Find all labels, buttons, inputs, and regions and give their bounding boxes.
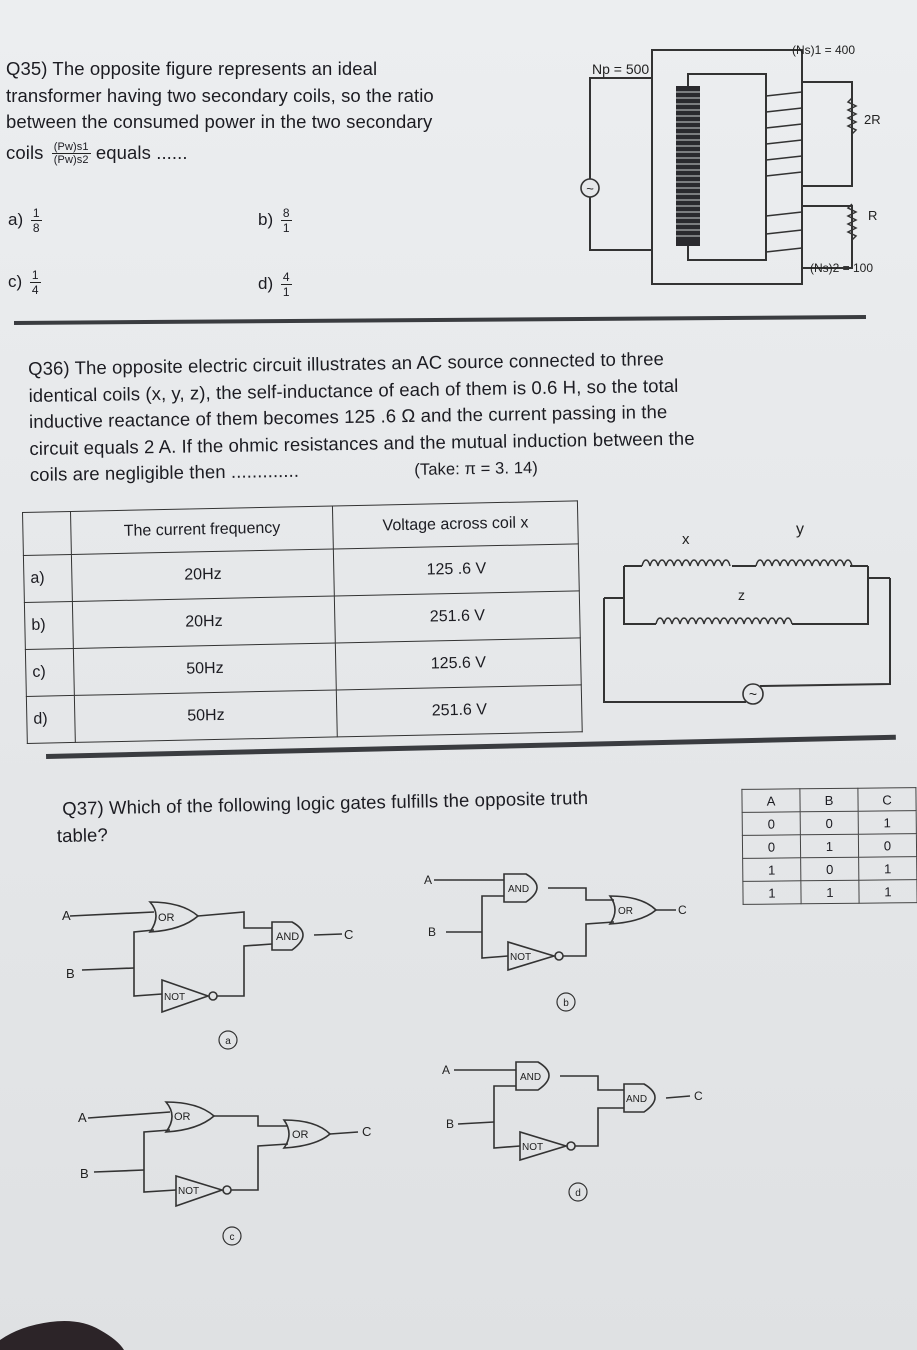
q35-equals-text: equals ...... [95, 141, 188, 163]
option-mark: a [225, 1036, 231, 1047]
q35-ratio-numerator: (Pw)s1 [53, 141, 89, 154]
output-c-label: C [678, 903, 687, 917]
r-top-label: 2R [864, 112, 881, 127]
option-fraction [281, 206, 292, 235]
q35-text [6, 56, 434, 166]
gate-label: AND [508, 884, 530, 895]
q36-line-3: inductive reactance of them becomes 125 .6 Ω and the current passing in the [28, 400, 668, 432]
truth-header-row [742, 788, 916, 813]
q35-line-2: transformer having two secondary coils, so the ratio [6, 84, 434, 106]
coil-circuit-figure [596, 506, 896, 716]
truth-cell: 1 [801, 880, 859, 904]
q36-text [28, 346, 695, 490]
option-label: b) [258, 209, 274, 229]
q35-option-c[interactable] [8, 268, 41, 297]
divider-q35 [14, 315, 866, 325]
q36-line-2: identical coils (x, y, z), the self-inductance of each of them is 0.6 H, so the total [28, 374, 679, 406]
cell-frequency: 50Hz [74, 690, 337, 742]
r-bottom-label: R [868, 208, 878, 223]
gate-label: OR [292, 1129, 309, 1141]
primary-wire [590, 78, 652, 250]
wire-left-z [624, 566, 656, 624]
coil-y-label: y [796, 521, 804, 538]
resistor-r [848, 204, 856, 240]
source-symbol: ~ [586, 181, 594, 196]
q37-text [56, 785, 589, 849]
wire-bottom-left [604, 598, 746, 702]
np-label: Np = 500 [592, 61, 650, 77]
table-corner [23, 511, 72, 555]
header-voltage: Voltage across coil x [333, 501, 579, 549]
truth-cell: 0 [742, 835, 800, 859]
frac-num: 4 [282, 270, 290, 284]
input-b-label: B [80, 1166, 89, 1181]
option-fraction [30, 268, 41, 297]
q35-option-b[interactable] [258, 206, 292, 235]
output-c-label: C [362, 1124, 372, 1139]
row-label: d) [26, 695, 75, 743]
cell-voltage: 251.6 V [337, 685, 583, 737]
input-b-label: B [446, 1117, 455, 1131]
frac-den: 1 [282, 221, 290, 235]
q35-coils-word: coils [6, 141, 44, 163]
input-a-label: A [424, 873, 433, 887]
option-mark: c [229, 1232, 235, 1243]
secondary-coils [766, 92, 802, 252]
input-a-label: A [442, 1063, 451, 1077]
truth-cell: 1 [859, 857, 917, 881]
q35-ratio-denominator: (Pw)s2 [53, 154, 89, 167]
q36-take-note: (Take: π = 3. 14) [414, 459, 539, 479]
frac-den: 8 [32, 221, 40, 235]
frac-num: 8 [282, 206, 290, 220]
ac-source-icon [743, 684, 763, 704]
corner-shadow [0, 1300, 140, 1350]
cell-frequency: 20Hz [72, 596, 335, 648]
wire-right-z [792, 582, 868, 624]
option-label: d) [258, 273, 274, 293]
cell-frequency: 20Hz [71, 549, 334, 601]
gate-label: OR [158, 912, 175, 924]
row-label: a) [23, 554, 72, 602]
q35-option-d[interactable] [258, 270, 292, 299]
option-fraction [31, 206, 42, 235]
gate-label: OR [174, 1111, 191, 1123]
logic-circuit-c[interactable] [74, 1086, 394, 1256]
gate-label: AND [276, 931, 300, 943]
coil-x-label: x [682, 531, 690, 548]
transformer-figure [560, 36, 900, 296]
input-b-label: B [428, 925, 437, 939]
logic-circuit-d[interactable] [440, 1058, 760, 1218]
frac-den: 4 [31, 283, 39, 297]
q35-option-a[interactable] [8, 206, 42, 235]
coil-z-label: z [738, 587, 745, 603]
cell-voltage: 251.6 V [335, 591, 581, 643]
q37-line-1: Q37) Which of the following logic gates fulfills the opposite truth [62, 786, 589, 819]
truth-cell: 0 [742, 812, 800, 836]
truth-cell: 0 [858, 834, 916, 858]
q36-answer-table [22, 500, 583, 744]
output-c-label: C [344, 927, 354, 942]
option-label: c) [8, 271, 23, 291]
truth-cell: 1 [743, 858, 801, 882]
gate-label: AND [520, 1072, 542, 1083]
q35-line-4 [6, 140, 434, 167]
logic-circuit-a[interactable] [58, 888, 378, 1058]
source-symbol: ~ [748, 686, 758, 702]
ac-source-icon [581, 179, 599, 197]
truth-cell: 0 [801, 857, 859, 881]
ns2-label: (Ns)2 = 100 [810, 261, 874, 275]
cell-voltage: 125 .6 V [334, 544, 580, 596]
frac-den: 1 [282, 285, 290, 299]
output-c-label: C [694, 1089, 703, 1103]
resistor-2r [848, 98, 856, 134]
gate-label: NOT [510, 952, 532, 963]
truth-cell: 0 [800, 811, 858, 835]
secondary2-wire-a [802, 206, 852, 236]
frac-num: 1 [31, 268, 39, 282]
ns1-label: (Ns)1 = 400 [792, 43, 856, 57]
q35-power-ratio [52, 141, 91, 166]
wire-bottom-right [760, 578, 890, 686]
primary-coil [676, 86, 700, 246]
gate-label: OR [618, 906, 633, 917]
truth-cell: 1 [743, 881, 801, 905]
option-mark: b [563, 998, 569, 1009]
row-label: c) [25, 648, 74, 696]
core-outer [652, 50, 802, 284]
truth-header-c: C [858, 788, 916, 812]
q37-truth-table [741, 787, 917, 905]
frac-num: 1 [32, 206, 40, 220]
truth-cell: 1 [800, 834, 858, 858]
input-a-label: A [62, 908, 71, 923]
truth-cell: 1 [859, 880, 917, 904]
q37-line-2: table? [56, 823, 109, 846]
q36-line-5-text: coils are negligible then ............. [29, 459, 300, 485]
secondary1-wire-b [802, 148, 852, 186]
q36-line-4: circuit equals 2 A. If the ohmic resistances and the mutual induction between the [29, 427, 695, 459]
truth-row [743, 857, 917, 882]
gate-label: AND [626, 1094, 648, 1105]
q35-line-3: between the consumed power in the two secondary [6, 111, 433, 132]
truth-row [743, 880, 917, 905]
coil-x [642, 560, 730, 566]
cell-frequency: 50Hz [73, 643, 336, 695]
header-frequency: The current frequency [70, 506, 333, 554]
logic-circuit-b[interactable] [420, 866, 740, 1026]
coil-z [656, 618, 792, 624]
coil-y [756, 560, 852, 566]
cell-voltage: 125.6 V [336, 638, 582, 690]
q36-line-1: Q36) The opposite electric circuit illustrates an AC source connected to three [28, 348, 665, 379]
gate-label: NOT [178, 1186, 200, 1197]
truth-header-a: A [742, 789, 800, 813]
truth-row [742, 834, 916, 859]
truth-cell: 1 [858, 811, 916, 835]
option-label: a) [8, 209, 24, 229]
option-mark: d [575, 1188, 581, 1199]
option-fraction [281, 270, 292, 299]
or-gate [610, 896, 656, 924]
truth-header-b: B [800, 788, 858, 812]
gate-label: NOT [164, 992, 186, 1003]
row-label: b) [24, 601, 73, 649]
input-b-label: B [66, 966, 75, 981]
truth-row [742, 811, 916, 836]
secondary1-wire-a [802, 82, 852, 148]
gate-label: NOT [522, 1142, 544, 1153]
input-a-label: A [78, 1110, 87, 1125]
q35-line-1: Q35) The opposite figure represents an ideal [6, 58, 378, 79]
